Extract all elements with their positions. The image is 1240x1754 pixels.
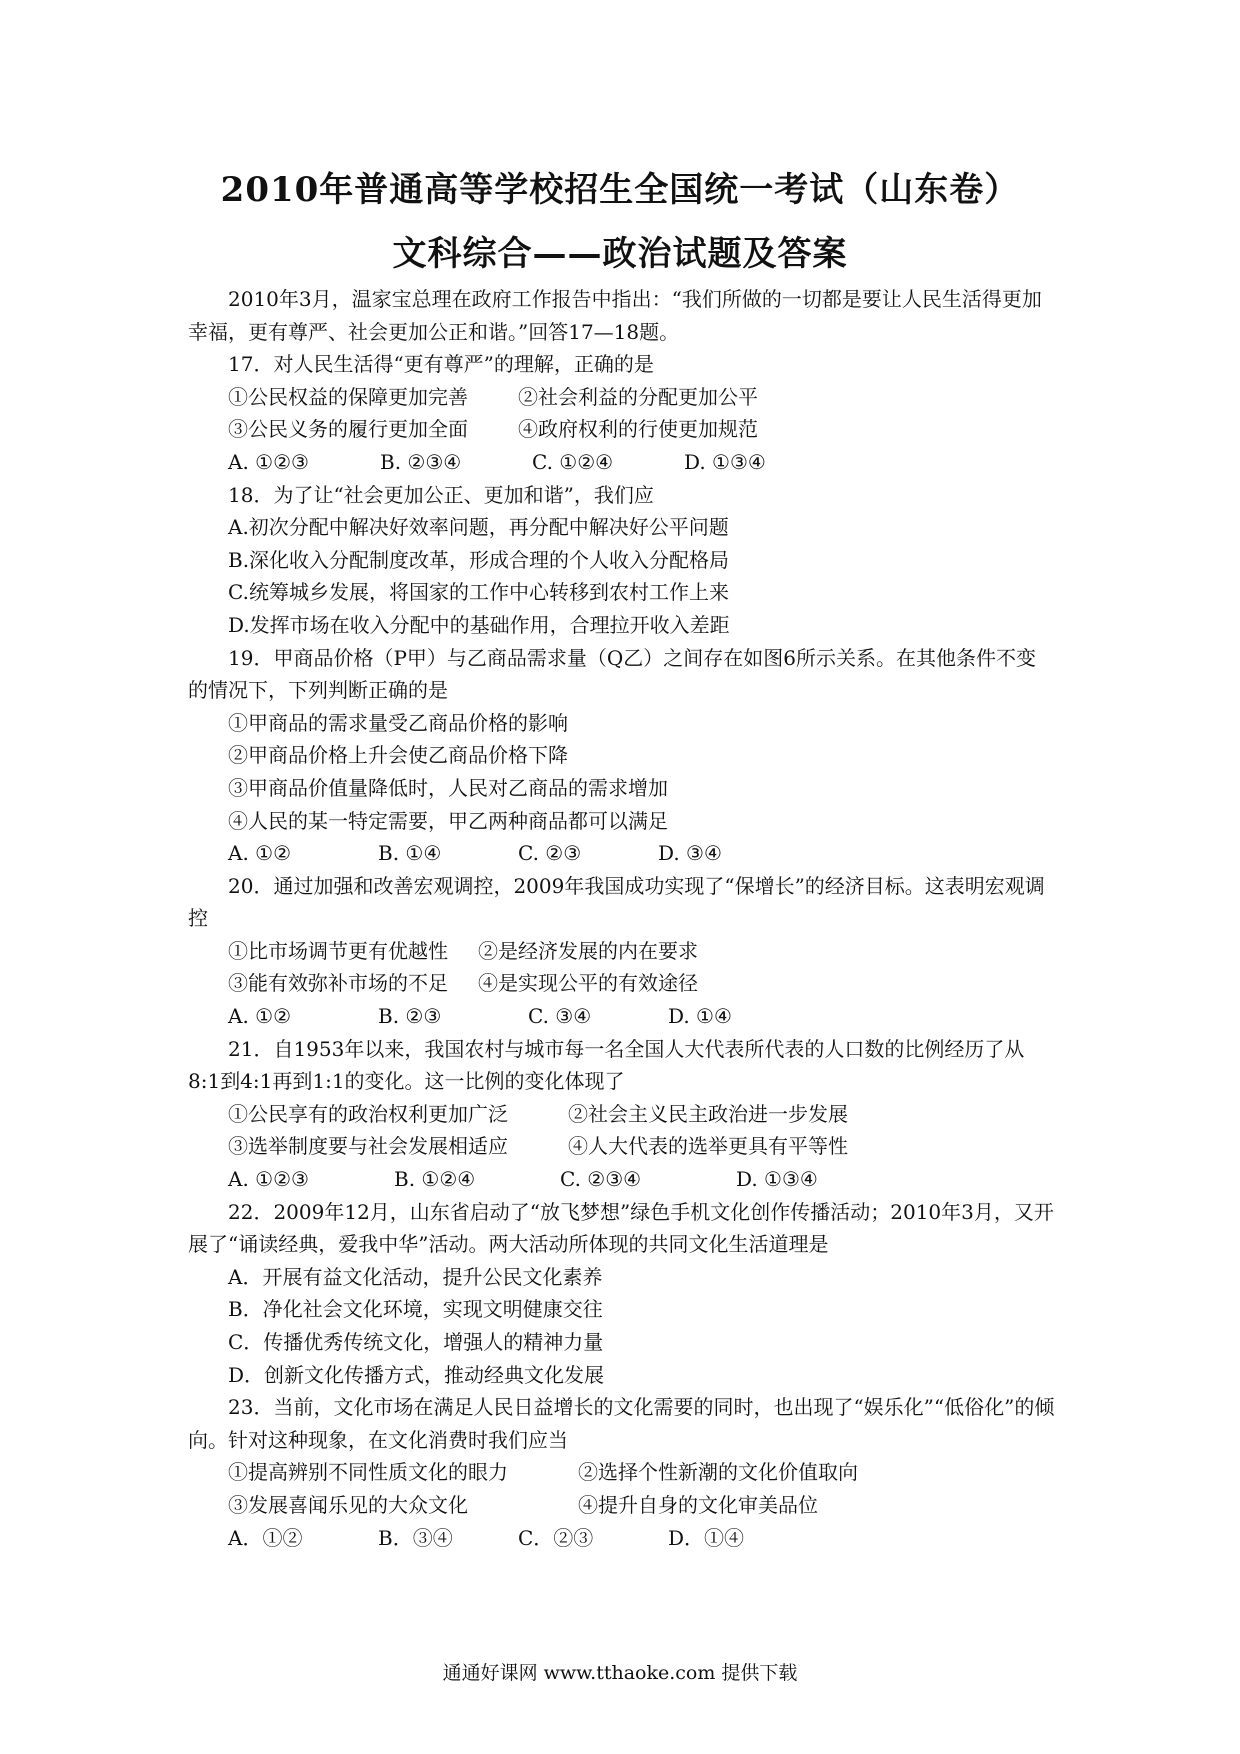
q17-statement-1: ①公民权益的保障更加完善 <box>228 384 468 409</box>
q19-option-c: C. ②③ <box>518 841 582 866</box>
q18-option-c: C.统筹城乡发展，将国家的工作中心转移到农村工作上来 <box>228 580 729 605</box>
q17-stem: 17．对人民生活得“更有尊严”的理解，正确的是 <box>228 352 654 377</box>
page-footer: 通通好课网 www.tthaoke.com 提供下载 <box>442 1662 798 1684</box>
q23-options <box>188 1522 1056 1555</box>
q22-option-b: B．净化社会文化环境，实现文明健康交往 <box>228 1297 603 1322</box>
q21-statements-1 <box>188 1098 1056 1131</box>
q21-options <box>188 1163 1056 1196</box>
q17-statement-3: ③公民义务的履行更加全面 <box>228 417 468 442</box>
q23-option-a: A．①② <box>228 1525 303 1550</box>
q23-option-d: D．①④ <box>668 1525 745 1550</box>
q20-option-b: B. ②③ <box>378 1004 442 1029</box>
q20-statement-2: ②是经济发展的内在要求 <box>478 938 698 963</box>
q17-option-c: C. ①②④ <box>532 449 614 474</box>
q23-statement-4: ④提升自身的文化审美品位 <box>578 1492 818 1517</box>
q19-statement-4: ④人民的某一特定需要，甲乙两种商品都可以满足 <box>228 808 668 833</box>
q23-option-b: B．③④ <box>378 1525 453 1550</box>
q23-statement-1: ①提高辨别不同性质文化的眼力 <box>228 1460 508 1485</box>
q19-statement-2: ②甲商品价格上升会使乙商品价格下降 <box>228 743 568 768</box>
q21-statement-2: ②社会主义民主政治进一步发展 <box>568 1101 848 1126</box>
q20-option-d: D. ①④ <box>668 1004 732 1029</box>
q17-statement-4: ④政府权利的行使更加规范 <box>518 417 758 442</box>
q19-option-b: B. ①④ <box>378 841 442 866</box>
q21-statement-1: ①公民享有的政治权利更加广泛 <box>228 1101 508 1126</box>
q19-statement-1: ①甲商品的需求量受乙商品价格的影响 <box>228 710 568 735</box>
q17-statements-1 <box>188 381 1056 414</box>
document-subtitle: 文科综合——政治试题及答案 <box>392 234 848 274</box>
q18-option-a: A.初次分配中解决好效率问题，再分配中解决好公平问题 <box>228 515 729 540</box>
q19-stem: 19．甲商品价格（P甲）与乙商品需求量（Q乙）之间存在如图6所示关系。在其他条件不变的情况下，下列判断正确的是 <box>188 645 1037 703</box>
q18-stem: 18．为了让“社会更加公正、更加和谐”，我们应 <box>228 482 654 507</box>
q20-statement-3: ③能有效弥补市场的不足 <box>228 971 448 996</box>
document-title: 2010年普通高等学校招生全国统一考试（山东卷） <box>220 170 1020 210</box>
q20-stem: 20．通过加强和改善宏观调控，2009年我国成功实现了“保增长”的经济目标。这表明宏观调控 <box>188 873 1045 931</box>
q17-option-a: A. ①②③ <box>228 449 309 474</box>
q23-statement-2: ②选择个性新潮的文化价值取向 <box>578 1460 858 1485</box>
q21-option-b: B. ①②④ <box>394 1167 476 1192</box>
intro-paragraph: 2010年3月，温家宝总理在政府工作报告中指出：“我们所做的一切都是要让人民生活得更加幸福，更有尊严、社会更加公正和谐。”回答17—18题。 <box>188 287 1042 344</box>
q18-option-b: B.深化收入分配制度改革，形成合理的个人收入分配格局 <box>228 547 730 572</box>
q17-statements-2 <box>188 413 1056 446</box>
q21-option-a: A. ①②③ <box>228 1167 309 1192</box>
q21-option-d: D. ①③④ <box>736 1167 818 1192</box>
q22-option-a: A．开展有益文化活动，提升公民文化素养 <box>228 1264 603 1289</box>
q22-stem: 22．2009年12月，山东省启动了“放飞梦想”绿色手机文化创作传播活动；2010年3月，又开展了“诵读经典，爱我中华”活动。两大活动所体现的共同文化生活道理是 <box>188 1199 1054 1257</box>
q23-stem: 23．当前，文化市场在满足人民日益增长的文化需要的同时，也出现了“娱乐化”“低俗化”的倾向。针对这种现象，在文化消费时我们应当 <box>188 1395 1055 1452</box>
q20-statement-4: ④是实现公平的有效途径 <box>478 971 698 996</box>
q20-statements-2 <box>188 967 1056 1000</box>
q22-option-c: C．传播优秀传统文化，增强人的精神力量 <box>228 1330 604 1354</box>
q20-statement-1: ①比市场调节更有优越性 <box>228 938 448 963</box>
q21-option-c: C. ②③④ <box>560 1167 642 1192</box>
q19-option-a: A. ①② <box>228 841 292 866</box>
q20-option-c: C. ③④ <box>528 1004 592 1029</box>
q17-option-b: B. ②③④ <box>380 449 462 474</box>
q21-statement-3: ③选举制度要与社会发展相适应 <box>228 1134 508 1159</box>
q23-statements-2 <box>188 1489 1056 1522</box>
q20-options <box>188 1000 1056 1033</box>
q17-options <box>188 446 1056 479</box>
q17-option-d: D. ①③④ <box>684 449 766 474</box>
q23-statement-3: ③发展喜闻乐见的大众文化 <box>228 1492 468 1517</box>
q20-statements-1 <box>188 935 1056 968</box>
q19-options <box>188 837 1056 870</box>
q23-option-c: C．②③ <box>518 1525 594 1550</box>
q21-stem: 21．自1953年以来，我国农村与城市每一名全国人大代表所代表的人口数的比例经历了从8:1到4:1再到1:1的变化。这一比例的变化体现了 <box>188 1036 1025 1094</box>
q17-statement-2: ②社会利益的分配更加公平 <box>518 384 758 409</box>
q21-statement-4: ④人大代表的选举更具有平等性 <box>568 1134 848 1159</box>
q19-statement-3: ③甲商品价值量降低时，人民对乙商品的需求增加 <box>228 775 668 800</box>
document-body <box>188 283 1056 1554</box>
q19-option-d: D. ③④ <box>658 841 722 866</box>
q20-option-a: A. ①② <box>228 1004 292 1029</box>
q18-option-d: D.发挥市场在收入分配中的基础作用，合理拉开收入差距 <box>228 612 730 637</box>
q23-statements-1 <box>188 1456 1056 1489</box>
q22-option-d: D．创新文化传播方式，推动经典文化发展 <box>228 1362 605 1387</box>
q21-statements-2 <box>188 1130 1056 1163</box>
